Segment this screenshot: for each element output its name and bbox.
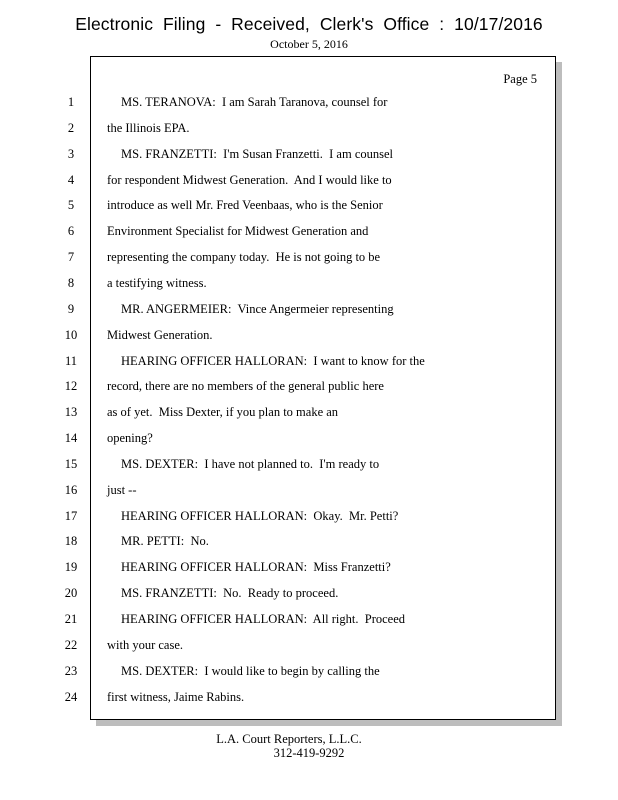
- line-number: 5: [67, 198, 75, 213]
- transcript-line: [0, 531, 600, 551]
- transcript-line: [0, 195, 600, 215]
- transcript-line: [0, 402, 600, 422]
- transcript-line: [0, 299, 600, 319]
- transcript-line: [0, 92, 600, 112]
- line-number: 7: [67, 250, 75, 265]
- line-number: 4: [67, 172, 75, 187]
- line-number: 6: [67, 224, 75, 239]
- line-number: 12: [64, 379, 78, 394]
- transcript-line: [0, 118, 600, 138]
- transcript-line: [0, 428, 600, 448]
- line-number: 9: [67, 301, 75, 316]
- line-text: opening?: [107, 431, 153, 446]
- line-number: 20: [64, 586, 78, 601]
- line-text: MR. PETTI: No.: [121, 534, 209, 549]
- line-number: 2: [67, 120, 75, 135]
- line-number: 18: [64, 534, 78, 549]
- transcript-line: [0, 351, 600, 371]
- transcript-line: [0, 687, 600, 707]
- line-text: first witness, Jaime Rabins.: [107, 689, 245, 704]
- line-number: 8: [67, 275, 75, 290]
- line-number: 3: [67, 146, 75, 161]
- transcript-line: [0, 273, 600, 293]
- footer-company: L.A. Court Reporters, L.L.C.: [216, 732, 362, 746]
- transcript-line: [0, 144, 600, 164]
- line-text: just --: [107, 482, 137, 497]
- transcript-line: [0, 635, 600, 655]
- transcript-line: [0, 661, 600, 681]
- transcript-line: [0, 557, 600, 577]
- line-text: with your case.: [107, 637, 184, 652]
- line-number: 10: [64, 327, 78, 342]
- line-text: the Illinois EPA.: [107, 120, 190, 135]
- line-text: MS. DEXTER: I would like to begin by calling the: [121, 663, 380, 678]
- line-text: for respondent Midwest Generation. And I would like to: [107, 172, 392, 187]
- transcript-line: [0, 376, 600, 396]
- footer-phone: 312-419-9292: [273, 746, 345, 760]
- line-number: 23: [64, 663, 78, 678]
- transcript-line: [0, 170, 600, 190]
- line-text: representing the company today. He is not going to be: [107, 250, 381, 265]
- line-number: 13: [64, 405, 78, 420]
- transcript-line: [0, 325, 600, 345]
- line-number: 11: [64, 353, 78, 368]
- line-text: HEARING OFFICER HALLORAN: All right. Proceed: [121, 612, 406, 626]
- line-text: MS. FRANZETTI: I'm Susan Franzetti. I am counsel: [121, 146, 394, 161]
- line-text: as of yet. Miss Dexter, if you plan to make an: [107, 405, 339, 420]
- filing-stamp: Electronic Filing - Received, Clerk's Office : 10/17/2016: [75, 14, 543, 34]
- line-number: 16: [64, 482, 78, 497]
- line-text: Midwest Generation.: [107, 327, 213, 342]
- line-text: MS. TERANOVA: I am Sarah Taranova, counsel for: [121, 95, 388, 109]
- line-text: HEARING OFFICER HALLORAN: Okay. Mr. Petti?: [121, 508, 399, 523]
- line-text: introduce as well Mr. Fred Veenbaas, who is the Senior: [107, 198, 383, 213]
- line-number: 24: [64, 689, 78, 704]
- line-text: MS. FRANZETTI: No. Ready to proceed.: [121, 586, 339, 601]
- line-number: 14: [64, 431, 78, 446]
- transcript-line: [0, 506, 600, 526]
- transcript-line: [0, 609, 600, 629]
- line-text: MS. DEXTER: I have not planned to. I'm ready to: [121, 456, 380, 471]
- line-number: 19: [64, 560, 78, 575]
- page-number: Page 5: [503, 72, 537, 86]
- line-text: record, there are no members of the general public here: [107, 379, 384, 394]
- line-text: Environment Specialist for Midwest Generation and: [107, 224, 369, 239]
- line-text: a testifying witness.: [107, 275, 207, 290]
- line-number: 1: [67, 95, 75, 109]
- line-number: 21: [64, 612, 78, 626]
- line-number: 22: [64, 637, 78, 652]
- transcript-date: October 5, 2016: [270, 37, 348, 51]
- transcript-line: [0, 221, 600, 241]
- line-text: HEARING OFFICER HALLORAN: Miss Franzetti?: [121, 560, 391, 575]
- line-number: 15: [64, 456, 78, 471]
- transcript-line: [0, 480, 600, 500]
- transcript-line: [0, 247, 600, 267]
- line-text: MR. ANGERMEIER: Vince Angermeier representing: [121, 301, 394, 316]
- line-number: 17: [64, 508, 78, 523]
- transcript-line: [0, 583, 600, 603]
- transcript-line: [0, 454, 600, 474]
- line-text: HEARING OFFICER HALLORAN: I want to know for the: [121, 353, 425, 368]
